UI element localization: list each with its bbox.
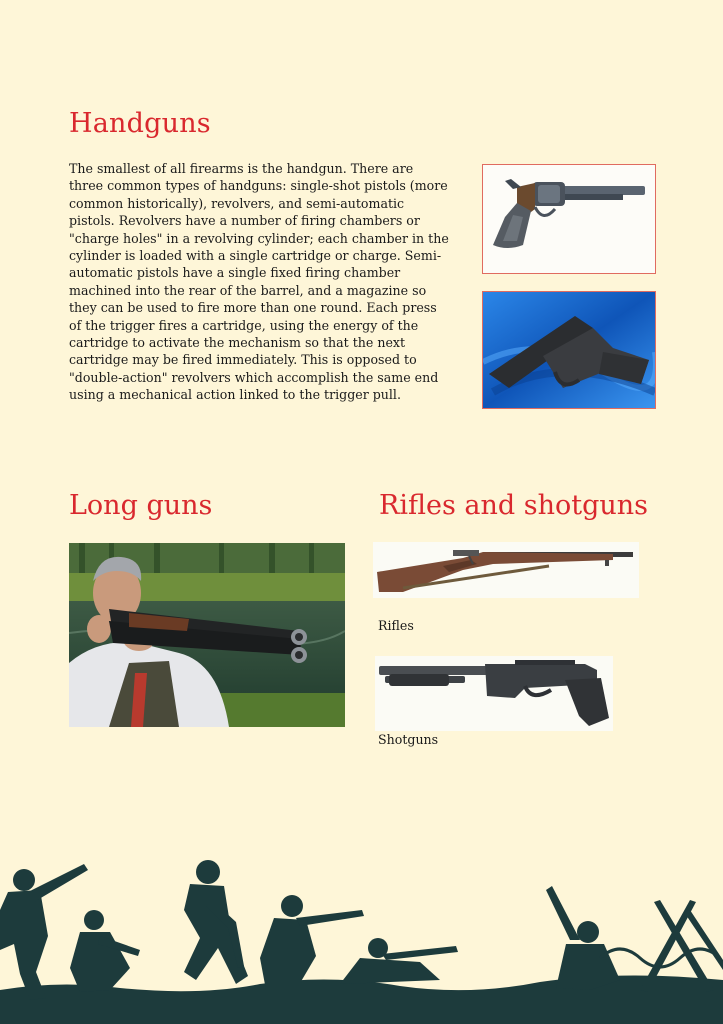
soldiers-silhouette-illustration xyxy=(0,840,723,1024)
revolver-image xyxy=(482,164,656,274)
shotguns-caption: Shotguns xyxy=(378,732,439,747)
rifle-image xyxy=(373,542,639,598)
rifles-caption: Rifles xyxy=(378,618,414,633)
handguns-heading: Handguns xyxy=(69,108,211,139)
long-guns-heading: Long guns xyxy=(69,490,213,521)
rifles-shotguns-heading: Rifles and shotguns xyxy=(379,490,649,521)
semi-automatic-pistol-image xyxy=(482,291,656,409)
shotgun-image xyxy=(375,656,613,731)
shotgun-shooter-photo xyxy=(69,543,345,727)
handguns-paragraph: The smallest of all firearms is the handgun. There are three common types of handguns: single-shot pistols (more common historically), revolvers, and semi-automatic pistols. Revolvers have a number of firing chambers or "charge holes" in a revolving cylinder; each chamber in the cylinder is loaded with a single cartridge or charge. Semi-automatic pistols have a single fixed firing chamber machined into the rear of the barrel, and a magazine so they can be used to fire more than one round. Each press of the trigger fires a cartridge, using the energy of the cartridge to activate the mechanism so that the next cartridge may be fired immediately. This is opposed to "double-action" revolvers which accomplish the same end using a mechanical action linked to the trigger pull. xyxy=(69,161,449,403)
